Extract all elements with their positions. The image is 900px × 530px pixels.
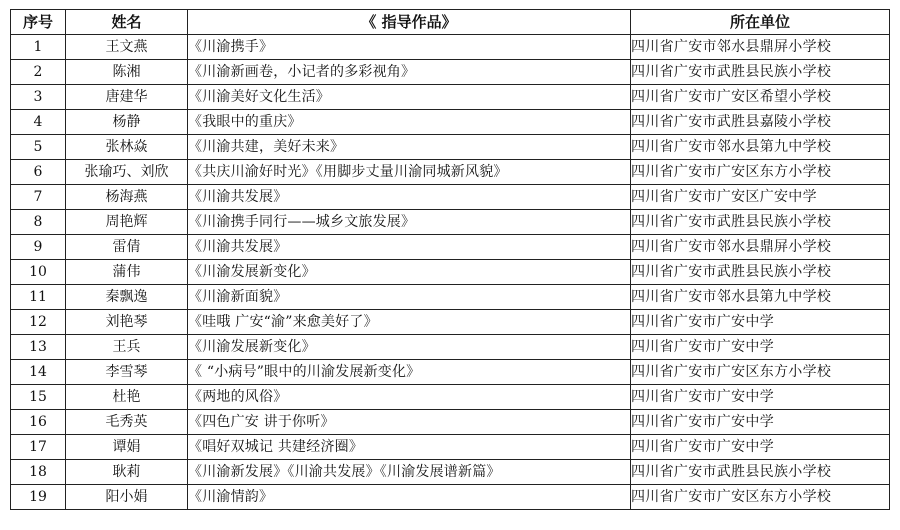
table-row bbox=[11, 285, 890, 310]
cell-unit: 四川省广安市武胜县民族小学校 bbox=[631, 60, 890, 85]
cell-seq: 14 bbox=[11, 360, 66, 385]
cell-work: 《川渝携手同行——城乡文旅发展》 bbox=[188, 210, 631, 235]
table-row bbox=[11, 185, 890, 210]
table-row bbox=[11, 435, 890, 460]
cell-seq: 2 bbox=[11, 60, 66, 85]
cell-seq: 12 bbox=[11, 310, 66, 335]
table-row bbox=[11, 310, 890, 335]
cell-work: 《哇哦 广安“渝”来愈美好了》 bbox=[188, 310, 631, 335]
cell-name: 谭娟 bbox=[66, 435, 188, 460]
cell-name: 王兵 bbox=[66, 335, 188, 360]
cell-name: 唐建华 bbox=[66, 85, 188, 110]
cell-name: 雷倩 bbox=[66, 235, 188, 260]
cell-seq: 16 bbox=[11, 410, 66, 435]
cell-work: 《川渝情韵》 bbox=[188, 485, 631, 510]
cell-unit: 四川省广安市邻水县第九中学校 bbox=[631, 135, 890, 160]
cell-seq: 4 bbox=[11, 110, 66, 135]
table-row bbox=[11, 385, 890, 410]
cell-work: 《我眼中的重庆》 bbox=[188, 110, 631, 135]
instructor-works-table bbox=[10, 9, 890, 510]
cell-name: 阳小娟 bbox=[66, 485, 188, 510]
table-row bbox=[11, 485, 890, 510]
cell-name: 杨静 bbox=[66, 110, 188, 135]
cell-name: 刘艳琴 bbox=[66, 310, 188, 335]
cell-name: 蒲伟 bbox=[66, 260, 188, 285]
cell-work: 《川渝新画卷，小记者的多彩视角》 bbox=[188, 60, 631, 85]
cell-unit: 四川省广安市广安中学 bbox=[631, 435, 890, 460]
cell-unit: 四川省广安市武胜县民族小学校 bbox=[631, 460, 890, 485]
cell-name: 周艳辉 bbox=[66, 210, 188, 235]
cell-unit: 四川省广安市广安中学 bbox=[631, 385, 890, 410]
cell-seq: 5 bbox=[11, 135, 66, 160]
cell-work: 《川渝携手》 bbox=[188, 35, 631, 60]
cell-seq: 8 bbox=[11, 210, 66, 235]
table-row bbox=[11, 460, 890, 485]
cell-work: 《四色广安 讲于你听》 bbox=[188, 410, 631, 435]
cell-seq: 11 bbox=[11, 285, 66, 310]
cell-seq: 7 bbox=[11, 185, 66, 210]
header-work: 《 指导作品》 bbox=[188, 10, 631, 35]
cell-seq: 3 bbox=[11, 85, 66, 110]
cell-unit: 四川省广安市广安区广安中学 bbox=[631, 185, 890, 210]
cell-name: 杜艳 bbox=[66, 385, 188, 410]
table-row bbox=[11, 335, 890, 360]
cell-unit: 四川省广安市邻水县鼎屏小学校 bbox=[631, 35, 890, 60]
cell-work: 《共庆川渝好时光》《用脚步丈量川渝同城新风貌》 bbox=[188, 160, 631, 185]
table-body bbox=[11, 35, 890, 510]
cell-work: 《川渝共发展》 bbox=[188, 235, 631, 260]
table-row bbox=[11, 160, 890, 185]
table-row bbox=[11, 210, 890, 235]
cell-seq: 15 bbox=[11, 385, 66, 410]
cell-seq: 9 bbox=[11, 235, 66, 260]
cell-work: 《川渝新发展》《川渝共发展》《川渝发展谱新篇》 bbox=[188, 460, 631, 485]
cell-work: 《川渝美好文化生活》 bbox=[188, 85, 631, 110]
cell-work: 《 “小病号”眼中的川渝发展新变化》 bbox=[188, 360, 631, 385]
cell-seq: 18 bbox=[11, 460, 66, 485]
cell-work: 《川渝发展新变化》 bbox=[188, 260, 631, 285]
table-row bbox=[11, 360, 890, 385]
table-header bbox=[11, 10, 890, 35]
table-row bbox=[11, 235, 890, 260]
cell-unit: 四川省广安市广安区希望小学校 bbox=[631, 85, 890, 110]
cell-seq: 19 bbox=[11, 485, 66, 510]
header-unit: 所在单位 bbox=[631, 10, 890, 35]
cell-work: 《川渝发展新变化》 bbox=[188, 335, 631, 360]
table-row bbox=[11, 110, 890, 135]
header-name: 姓名 bbox=[66, 10, 188, 35]
cell-seq: 17 bbox=[11, 435, 66, 460]
table-row bbox=[11, 410, 890, 435]
cell-work: 《川渝共发展》 bbox=[188, 185, 631, 210]
cell-unit: 四川省广安市邻水县第九中学校 bbox=[631, 285, 890, 310]
cell-name: 杨海燕 bbox=[66, 185, 188, 210]
cell-unit: 四川省广安市邻水县鼎屏小学校 bbox=[631, 235, 890, 260]
table-row bbox=[11, 85, 890, 110]
cell-name: 李雪琴 bbox=[66, 360, 188, 385]
cell-unit: 四川省广安市武胜县民族小学校 bbox=[631, 210, 890, 235]
cell-name: 毛秀英 bbox=[66, 410, 188, 435]
cell-name: 陈湘 bbox=[66, 60, 188, 85]
cell-work: 《唱好双城记 共建经济圈》 bbox=[188, 435, 631, 460]
cell-unit: 四川省广安市广安中学 bbox=[631, 310, 890, 335]
cell-name: 张瑜巧、刘欣 bbox=[66, 160, 188, 185]
cell-seq: 6 bbox=[11, 160, 66, 185]
cell-name: 秦飘逸 bbox=[66, 285, 188, 310]
header-seq: 序号 bbox=[11, 10, 66, 35]
cell-seq: 13 bbox=[11, 335, 66, 360]
table-row bbox=[11, 35, 890, 60]
cell-unit: 四川省广安市广安区东方小学校 bbox=[631, 485, 890, 510]
cell-name: 王文燕 bbox=[66, 35, 188, 60]
cell-unit: 四川省广安市广安区东方小学校 bbox=[631, 160, 890, 185]
table-row bbox=[11, 135, 890, 160]
cell-seq: 10 bbox=[11, 260, 66, 285]
cell-unit: 四川省广安市武胜县民族小学校 bbox=[631, 260, 890, 285]
cell-name: 张林焱 bbox=[66, 135, 188, 160]
cell-unit: 四川省广安市广安区东方小学校 bbox=[631, 360, 890, 385]
cell-seq: 1 bbox=[11, 35, 66, 60]
cell-work: 《两地的风俗》 bbox=[188, 385, 631, 410]
table-row bbox=[11, 260, 890, 285]
cell-name: 耿莉 bbox=[66, 460, 188, 485]
cell-work: 《川渝新面貌》 bbox=[188, 285, 631, 310]
table-row bbox=[11, 60, 890, 85]
cell-unit: 四川省广安市广安中学 bbox=[631, 410, 890, 435]
cell-unit: 四川省广安市武胜县嘉陵小学校 bbox=[631, 110, 890, 135]
cell-work: 《川渝共建，美好未来》 bbox=[188, 135, 631, 160]
header-row bbox=[11, 10, 890, 35]
cell-unit: 四川省广安市广安中学 bbox=[631, 335, 890, 360]
